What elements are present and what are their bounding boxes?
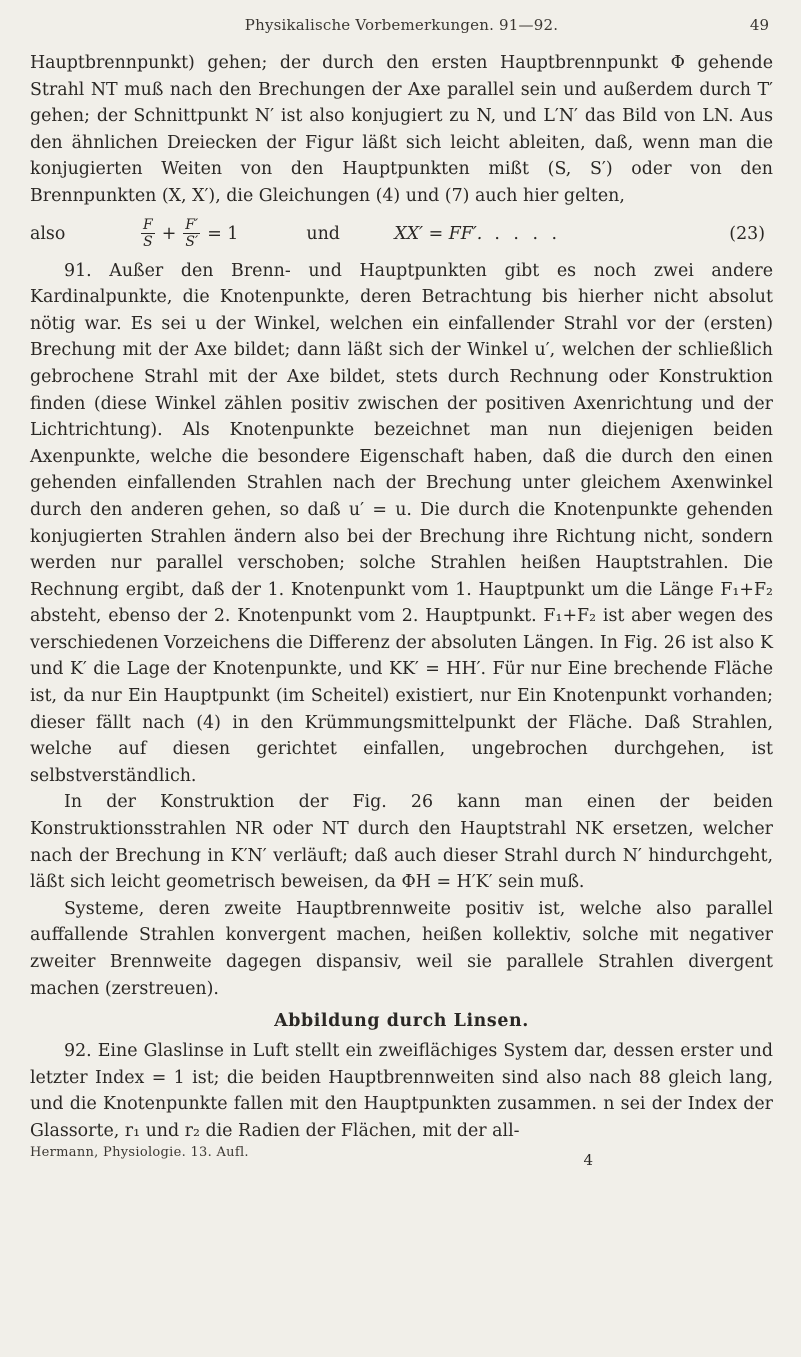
formula-leader-dots: . . . . <box>494 223 562 244</box>
paragraph-systems: Systeme, deren zweite Hauptbrennweite positiv ist, welche also parallel auffallende Strahlen konvergent machen, heißen kollektiv, solche mit negativer zweiter Brennweite dagegen dispansiv, weil sie parallele Strahlen divergent machen (zerstreuen). <box>30 898 773 999</box>
running-head-title: Physikalische Vorbemerkungen. 91—92. <box>244 16 559 34</box>
footer-author: Hermann, Physiologie. 13. Aufl. <box>30 1144 249 1160</box>
page-number: 49 <box>749 16 769 34</box>
equation-number: (23) <box>729 223 765 244</box>
fraction-f-s: $\frac{F}{S}$ <box>143 217 153 251</box>
paragraph-construction: In der Konstruktion der Fig. 26 kann man einen der beiden Konstruktionsstrahlen NR oder NT durch den Hauptstrahl NK ersetzen, welcher nach der Brechung in K′N′ verläuft; daß auch dieser Strahl durch N′ hindurchgeht, läßt sich leicht geometrisch beweisen, da ΦH = H′K′ sein muß. <box>30 792 773 893</box>
paragraph-1: Hauptbrennpunkt) gehen; der durch den ersten Hauptbrennpunkt Φ gehende Strahl NT muß nach den Brechungen der Axe parallel sein und außerdem durch T′ gehen; der Schnittpunkt N′ ist also konjugiert zu N, und L′N′ das Bild von LN. Aus den ähnlichen Dreiecken der Figur läßt sich leicht ableiten, daß, wenn man die konjugierten Weiten von den Hauptpunkten mißt (S, S′) oder von den Brennpunkten (X, X′), die Gleichungen (4) und (7) auch hier gelten, <box>30 53 773 206</box>
fraction-f-prime-s-prime: $\frac{F'}{S'}$ <box>185 217 199 251</box>
formula-right: XX′ = FF′. <box>394 223 483 244</box>
section-heading: Abbildung durch Linsen. <box>274 1011 529 1032</box>
equation-23 <box>30 210 773 258</box>
plus-sign: + <box>161 223 177 244</box>
signature-mark: 4 <box>583 1150 593 1169</box>
paragraph-91: 91. Außer den Brenn- und Hauptpunkten gibt es noch zwei andere Kardinalpunkte, die Knotenpunkte, deren Betrachtung bis hierher nicht absolut nötig war. Es sei u der Winkel, welchen ein einfallender Strahl vor der (ersten) Brechung mit der Axe bildet; dann läßt sich der Winkel u′, welchen der schließlich gebrochene Strahl mit der Axe bildet, stets durch Rechnung oder Konstruktion finden (diese Winkel zählen positiv zwischen der positiven Axenrichtung und der Lichtrichtung). Als Knotenpunkte bezeichnet man nun diejenigen beiden Axenpunkte, welche die besondere Eigenschaft haben, daß die durch den einen gehenden einfallenden Strahlen nach der Brechung unter gleichem Axenwinkel durch den anderen gehen, so daß u′ = u. Die durch die Knotenpunkte gehenden konjugierten Strahlen ändern also bei der Brechung ihre Richtung nicht, sondern werden nur parallel verschoben; solche Strahlen heißen Hauptstrahlen. Die Rechnung ergibt, daß der 1. Knotenpunkt vom 1. Hauptpunkt um die Länge F₁+F₂ absteht, ebenso der 2. Knotenpunkt vom 2. Hauptpunkt. F₁+F₂ ist aber wegen des verschiedenen Vorzeichens die Differenz der absoluten Längen. In Fig. 26 ist also K und K′ die Lage der Knotenpunkte, und KK′ = HH′. Für nur Eine brechende Fläche ist, da nur Ein Hauptpunkt (im Scheitel) existiert, nur Ein Knotenpunkt vorhanden; dieser fällt nach (4) in den Krümmungsmittelpunkt der Fläche. Daß Strahlen, welche auf diesen gerichtet einfallen, ungebrochen durchgehen, ist selbstverständlich. <box>30 260 773 786</box>
equals-one: = 1 <box>207 223 239 244</box>
formula-lead: also <box>30 223 66 244</box>
running-head <box>30 16 773 40</box>
formula-left <box>138 217 242 250</box>
formula-connector: und <box>306 223 340 244</box>
paragraph-92: 92. Eine Glaslinse in Luft stellt ein zweiflächiges System dar, dessen erster und letzter Index = 1 ist; die beiden Hauptbrennweiten sind also nach 88 gleich lang, und die Knotenpunkte fallen mit den Hauptpunkten zusammen. n sei der Index der Glassorte, r₁ und r₂ die Radien der Flächen, mit der all- <box>30 1041 773 1141</box>
page-footer <box>30 1143 773 1169</box>
